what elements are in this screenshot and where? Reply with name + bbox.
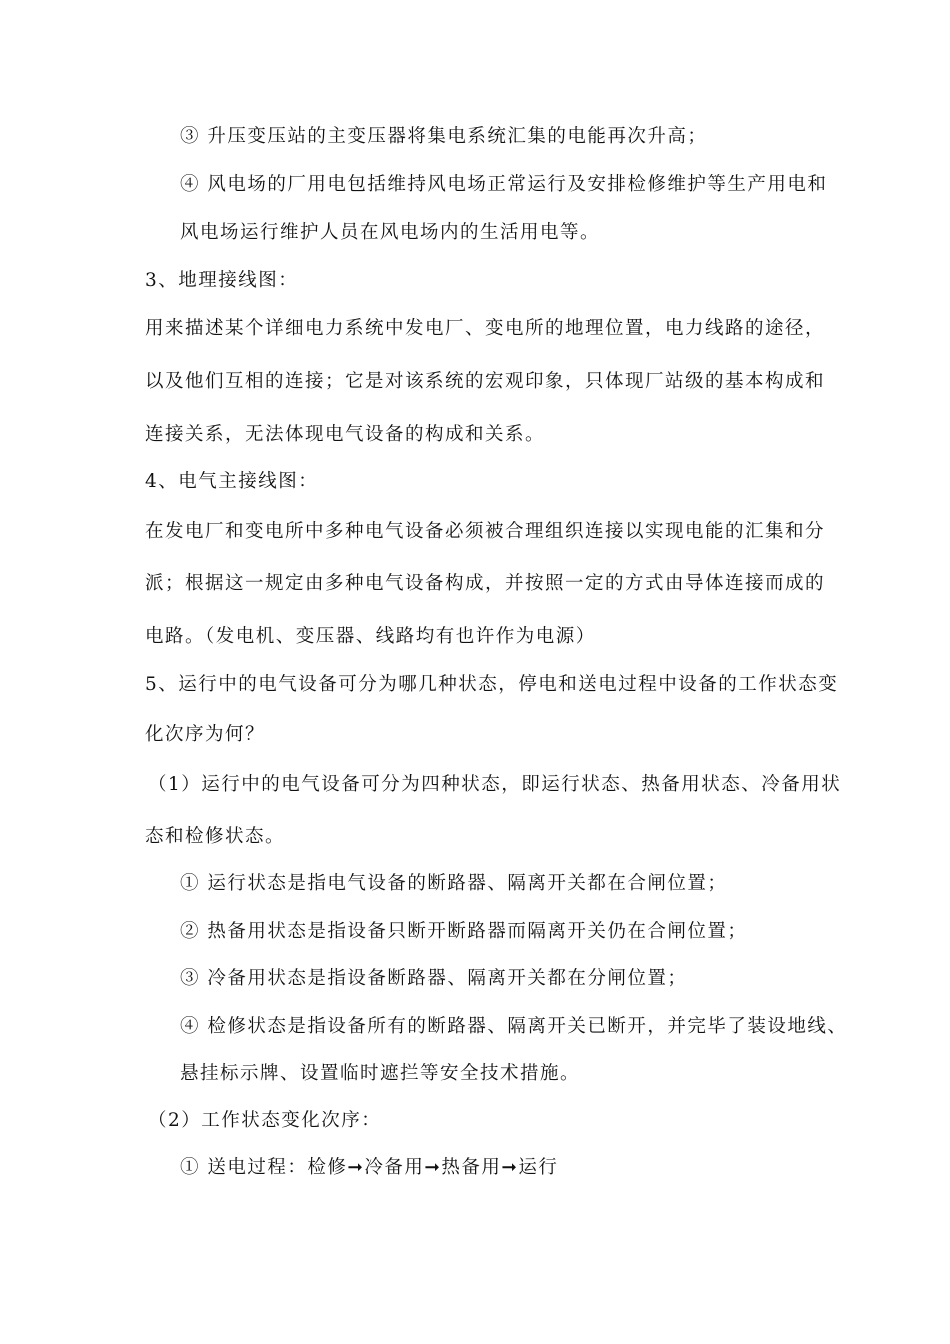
list-item: ③ 冷备用状态是指设备断路器、隔离开关都在分闸位置； (180, 968, 688, 989)
list-item: ② 热备用状态是指设备只断开断路器而隔离开关仍在合闸位置； (180, 921, 748, 942)
list-item: ③ 升压变压站的主变压器将集电系统汇集的电能再次升高； (180, 126, 708, 147)
paragraph-line: 派；根据这一规定由多种电气设备构成，并按照一定的方式由导体连接而成的 (145, 573, 826, 594)
list-item: ④ 检修状态是指设备所有的断路器、隔离开关已断开，并完毕了装设地线、 (180, 1016, 848, 1037)
paragraph-line: 连接关系，无法体现电气设备的构成和关系。 (145, 424, 546, 445)
paragraph-line: 以及他们互相的连接；它是对该系统的宏观印象，只体现厂站级的基本构成和 (145, 371, 826, 392)
list-item-continuation: 悬挂标示牌、设置临时遮拦等安全技术措施。 (180, 1063, 581, 1084)
question-heading: 5、运行中的电气设备可分为哪几种状态，停电和送电过程中设备的工作状态变 (145, 674, 839, 695)
paragraph-line: 态和检修状态。 (145, 826, 286, 847)
list-item: ① 送电过程：检修➞冷备用➞热备用➞运行 (180, 1157, 559, 1178)
paragraph-line: 在发电厂和变电所中多种电气设备必须被合理组织连接以实现电能的汇集和分 (145, 521, 826, 542)
paragraph-line: （2）工作状态变化次序： (148, 1110, 382, 1131)
paragraph-line: 用来描述某个详细电力系统中发电厂、变电所的地理位置，电力线路的途径， (145, 318, 826, 339)
section-heading: 4、电气主接线图： (145, 471, 319, 492)
list-item: ① 运行状态是指电气设备的断路器、隔离开关都在合闸位置； (180, 873, 728, 894)
paragraph-line: （1）运行中的电气设备可分为四种状态，即运行状态、热备用状态、冷备用状 (148, 774, 842, 795)
section-heading: 3、地理接线图： (145, 270, 299, 291)
list-item: ④ 风电场的厂用电包括维持风电场正常运行及安排检修维护等生产用电和 (180, 174, 828, 195)
paragraph-line: 电路。（发电机、变压器、线路均有也许作为电源） (145, 626, 596, 647)
list-item-continuation: 风电场运行维护人员在风电场内的生活用电等。 (180, 222, 601, 243)
question-heading: 化次序为何？ (145, 724, 266, 745)
